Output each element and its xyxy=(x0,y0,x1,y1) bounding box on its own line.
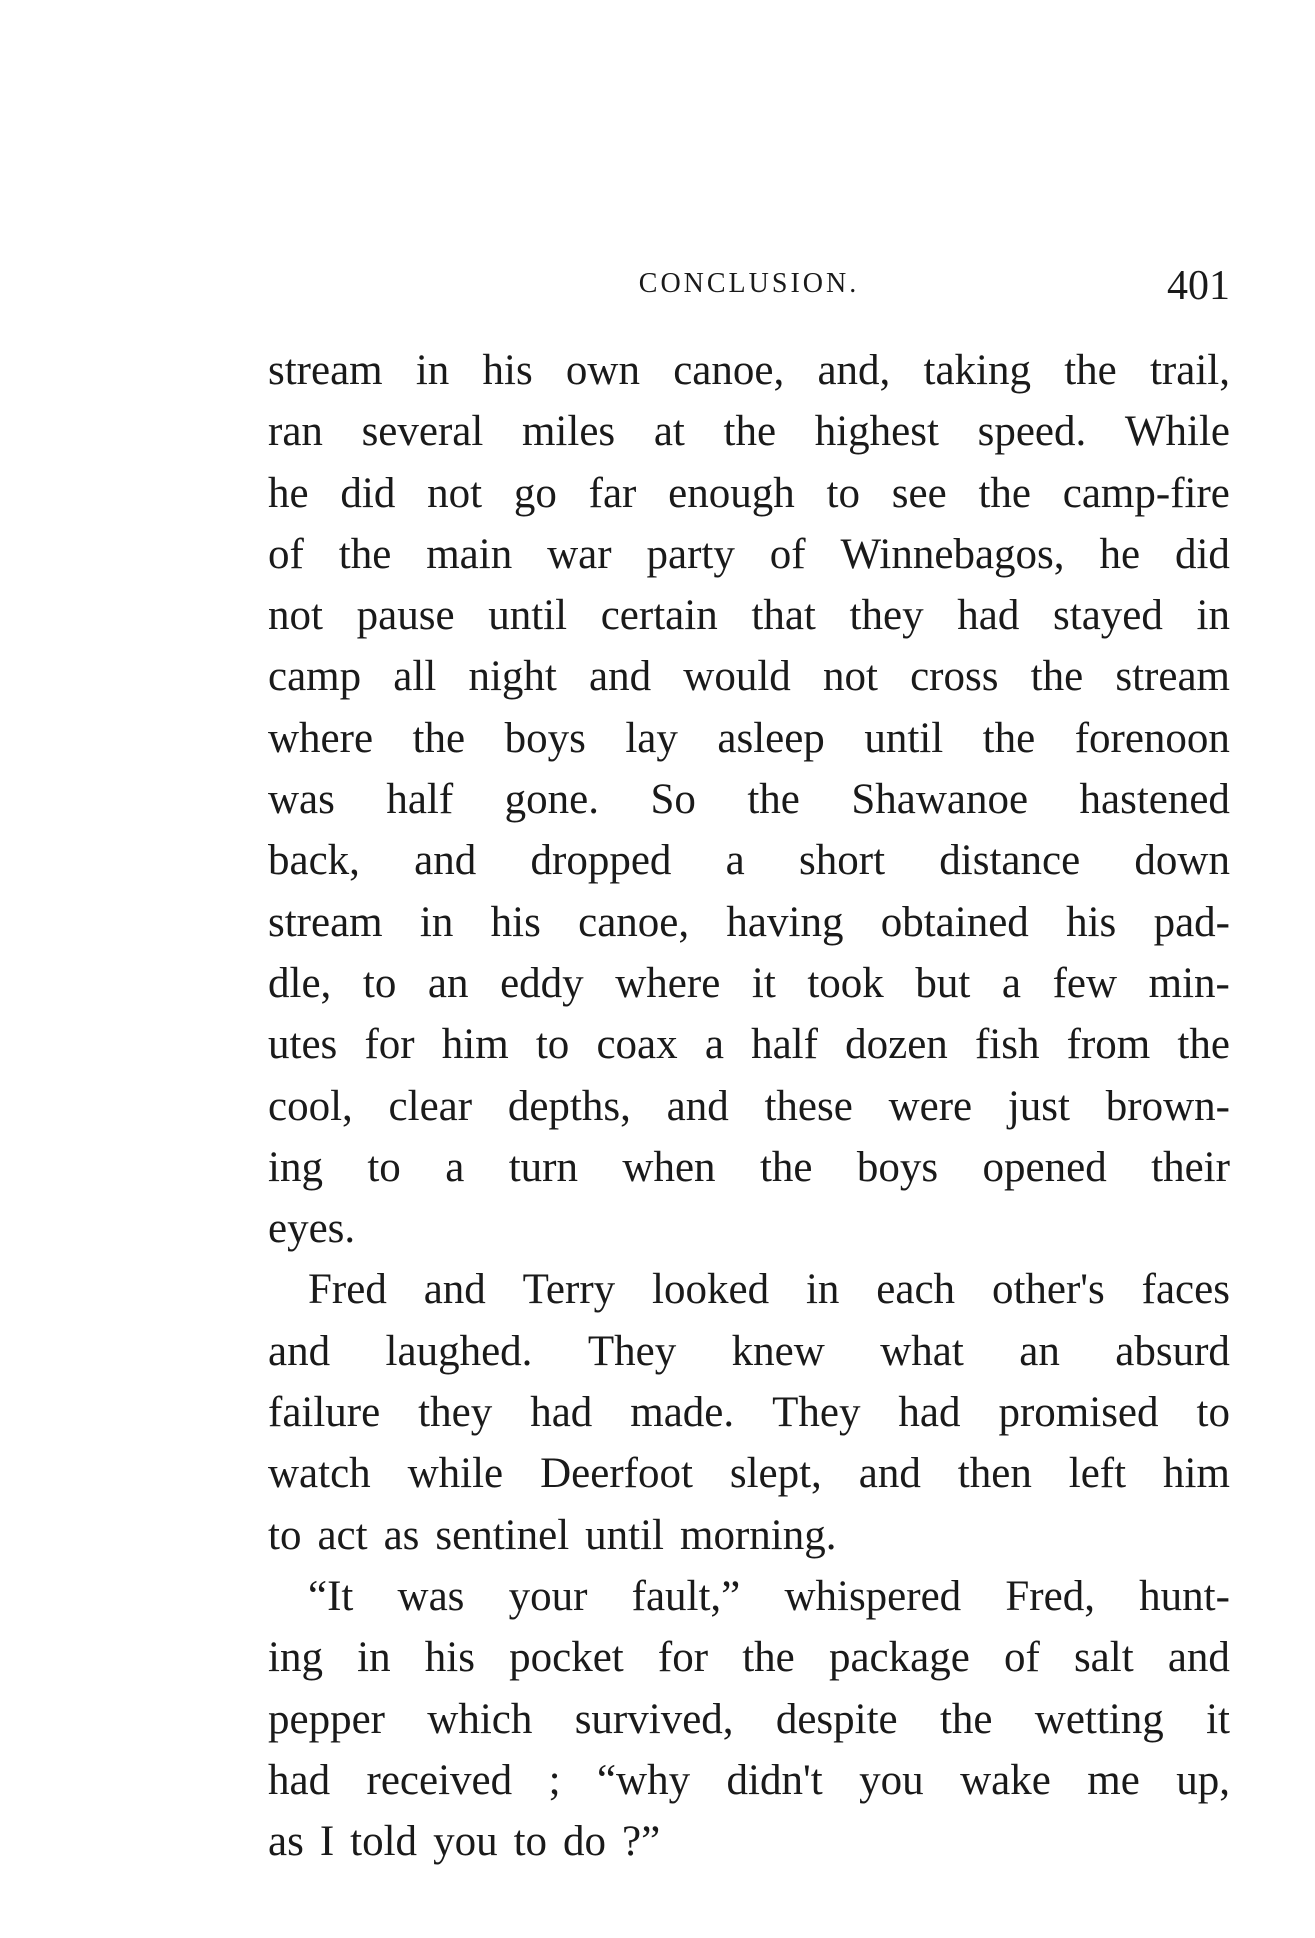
text-line: not pause until certain that they had stayed in xyxy=(268,592,1230,640)
text-line: as I told you to do ?” xyxy=(268,1818,661,1866)
text-line: had received ; “why didn't you wake me up, xyxy=(268,1756,1230,1804)
body-text xyxy=(268,340,1230,1872)
text-line: of the main war party of Winnebagos, he did xyxy=(268,530,1230,578)
text-line: camp all night and would not cross the stream xyxy=(268,653,1230,701)
paragraph xyxy=(268,1259,1230,1565)
text-line: ran several miles at the highest speed. While xyxy=(268,408,1230,456)
text-line: stream in his own canoe, and, taking the trail, xyxy=(268,347,1230,394)
page-number: 401 xyxy=(1167,263,1230,309)
text-line: Fred and Terry looked in each other's faces xyxy=(308,1266,1230,1314)
paragraph xyxy=(268,340,1230,1259)
text-line: back, and dropped a short distance down xyxy=(268,837,1230,885)
text-line: he did not go far enough to see the camp-fire xyxy=(268,469,1230,517)
running-head xyxy=(268,262,1230,309)
text-line: ing to a turn when the boys opened their xyxy=(268,1143,1230,1191)
text-line: was half gone. So the Shawanoe hastened xyxy=(268,776,1230,824)
text-line: watch while Deerfoot slept, and then left him xyxy=(268,1450,1230,1498)
text-line: ing in his pocket for the package of salt and xyxy=(268,1634,1230,1682)
text-line: where the boys lay asleep until the forenoon xyxy=(268,714,1230,762)
text-line: cool, clear depths, and these were just brown- xyxy=(268,1082,1230,1130)
text-line: “It was your fault,” whispered Fred, hunt- xyxy=(308,1572,1230,1620)
text-line: dle, to an eddy where it took but a few min- xyxy=(268,959,1230,1007)
text-line: eyes. xyxy=(268,1205,356,1253)
text-line: utes for him to coax a half dozen fish from the xyxy=(268,1021,1230,1069)
text-line: failure they had made. They had promised to xyxy=(268,1389,1230,1437)
paragraph xyxy=(268,1566,1230,1872)
text-line: pepper which survived, despite the wetting it xyxy=(268,1695,1230,1743)
text-line: stream in his canoe, having obtained his pad- xyxy=(268,898,1230,946)
text-line: and laughed. They knew what an absurd xyxy=(268,1327,1230,1375)
chapter-title: CONCLUSION. xyxy=(638,268,860,299)
text-line: to act as sentinel until morning. xyxy=(268,1511,837,1559)
